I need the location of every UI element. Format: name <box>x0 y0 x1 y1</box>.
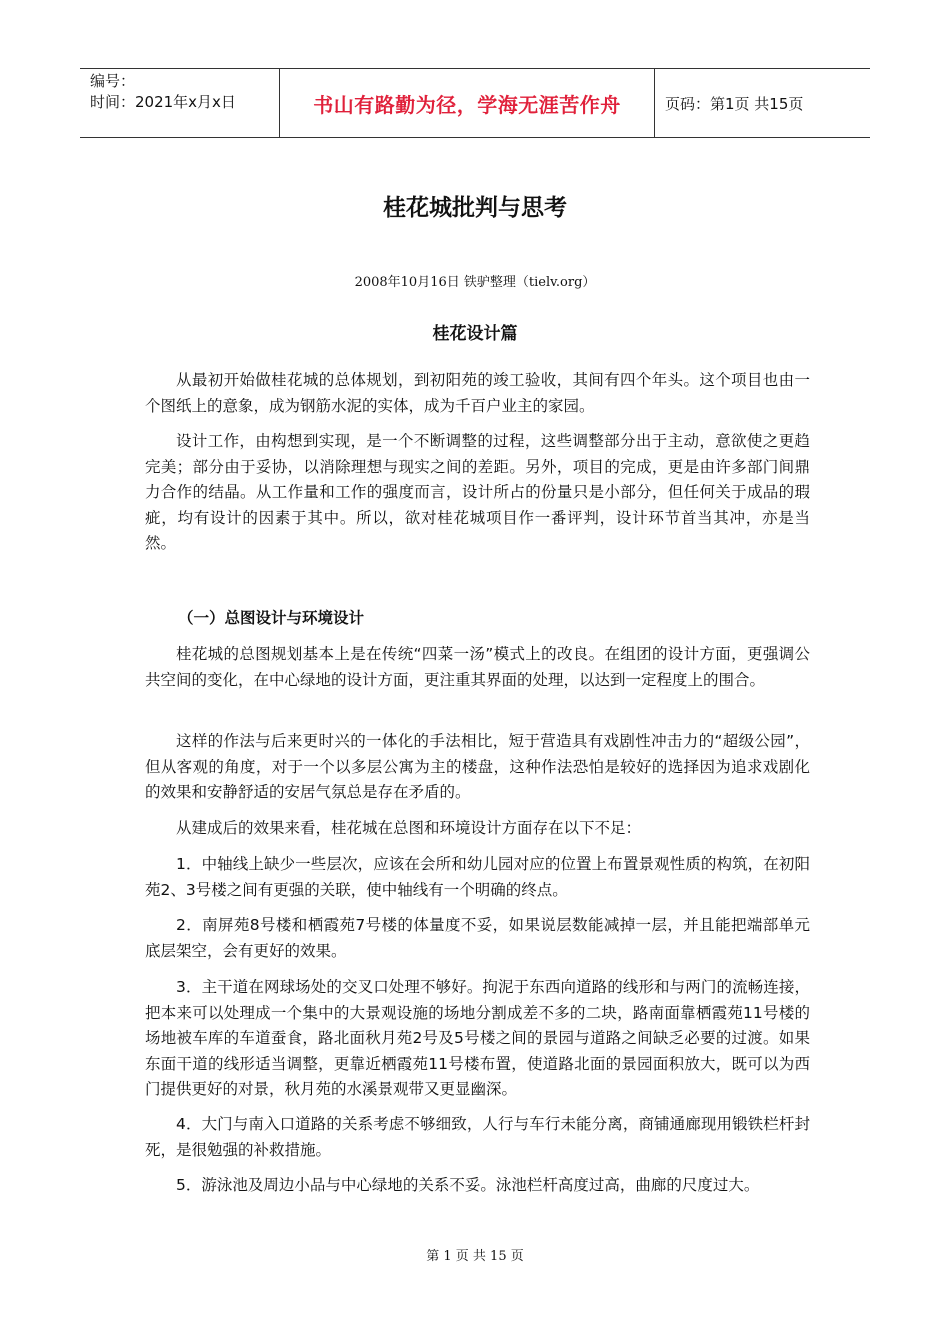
paragraph-5: 从建成后的效果来看，桂花城在总图和环境设计方面存在以下不足： <box>176 819 642 837</box>
number-label: 编号： <box>90 72 136 90</box>
header-page-info: 页码：第1页 共15页 <box>665 94 804 113</box>
document-header <box>80 68 870 138</box>
paragraph-8: 3．主干道在网球场处的交叉口处理不够好。拘泥于东西向道路的线形和与两门的流畅连接，把本来可以处理成一个集中的大景观设施的场地分割成差不多的二块，路南面靠栖霞苑11号楼的场地被车库的车道蚕食，路北面秋月苑2号及5号楼之间的景园与道路之间缺乏必要的过渡。如果东面干道的线形适当调整，更靠近栖霞苑11号楼布置，使道路北面的景园面积放大，既可以为西门提供更好的对景，秋月苑的水溪景观带又更显幽深。 <box>145 978 810 1098</box>
paragraph-6: 1．中轴线上缺少一些层次，应该在会所和幼儿园对应的位置上布置景观性质的构筑，在初阳苑2、3号楼之间有更强的关联，使中轴线有一个明确的终点。 <box>145 855 810 899</box>
document-title: 桂花城批判与思考 <box>383 195 567 221</box>
document-meta: 2008年10月16日 铁驴整理（tielv.org） <box>354 275 596 290</box>
paragraph-1: 从最初开始做桂花城的总体规划，到初阳苑的竣工验收，其间有四个年头。这个项目也由一个图纸上的意象，成为钢筋水泥的实体，成为千百户业主的家园。 <box>145 371 810 415</box>
paragraph-9: 4．大门与南入口道路的关系考虑不够细致，人行与车行未能分离，商铺通廊现用锻铁栏杆封死，是很勉强的补救措施。 <box>145 1115 810 1159</box>
paragraph-3: 桂花城的总图规划基本上是在传统“四菜一汤”模式上的改良。在组团的设计方面，更强调公共空间的变化，在中心绿地的设计方面，更注重其界面的处理，以达到一定程度上的围合。 <box>145 645 810 689</box>
subheading: （一）总图设计与环境设计 <box>178 609 365 627</box>
paragraph-10: 5．游泳池及周边小品与中心绿地的关系不妥。泳池栏杆高度过高，曲廊的尺度过大。 <box>176 1176 760 1194</box>
time-label: 时间：2021年x月x日 <box>90 93 236 111</box>
paragraph-2: 设计工作，由构想到实现，是一个不断调整的过程，这些调整部分出于主动，意欲使之更趋完美；部分由于妥协，以消除理想与现实之间的差距。另外，项目的完成，更是由许多部门间鼎力合作的结晶。从工作量和工作的强度而言，设计所占的份量只是小部分，但任何关于成品的瑕疵，均有设计的因素于其中。所以，欲对桂花城项目作一番评判，设计环节首当其冲，亦是当然。 <box>145 432 810 552</box>
paragraph-4: 这样的作法与后来更时兴的一体化的手法相比，短于营造具有戏剧性冲击力的“超级公园”，但从客观的角度，对于一个以多层公寓为主的楼盘，这种作法恐怕是较好的选择因为追求戏剧化的效果和安静舒适的安居气氛总是存在矛盾的。 <box>145 732 810 801</box>
page-footer: 第 1 页 共 15 页 <box>426 1249 524 1264</box>
paragraph-7: 2．南屏苑8号楼和栖霞苑7号楼的体量度不妥，如果说层数能减掉一层，并且能把端部单元底层架空，会有更好的效果。 <box>145 916 810 960</box>
header-left-cell <box>80 69 280 137</box>
header-motto: 书山有路勤为径，学海无涯苦作舟 <box>280 69 655 137</box>
section-title: 桂花设计篇 <box>432 324 518 344</box>
